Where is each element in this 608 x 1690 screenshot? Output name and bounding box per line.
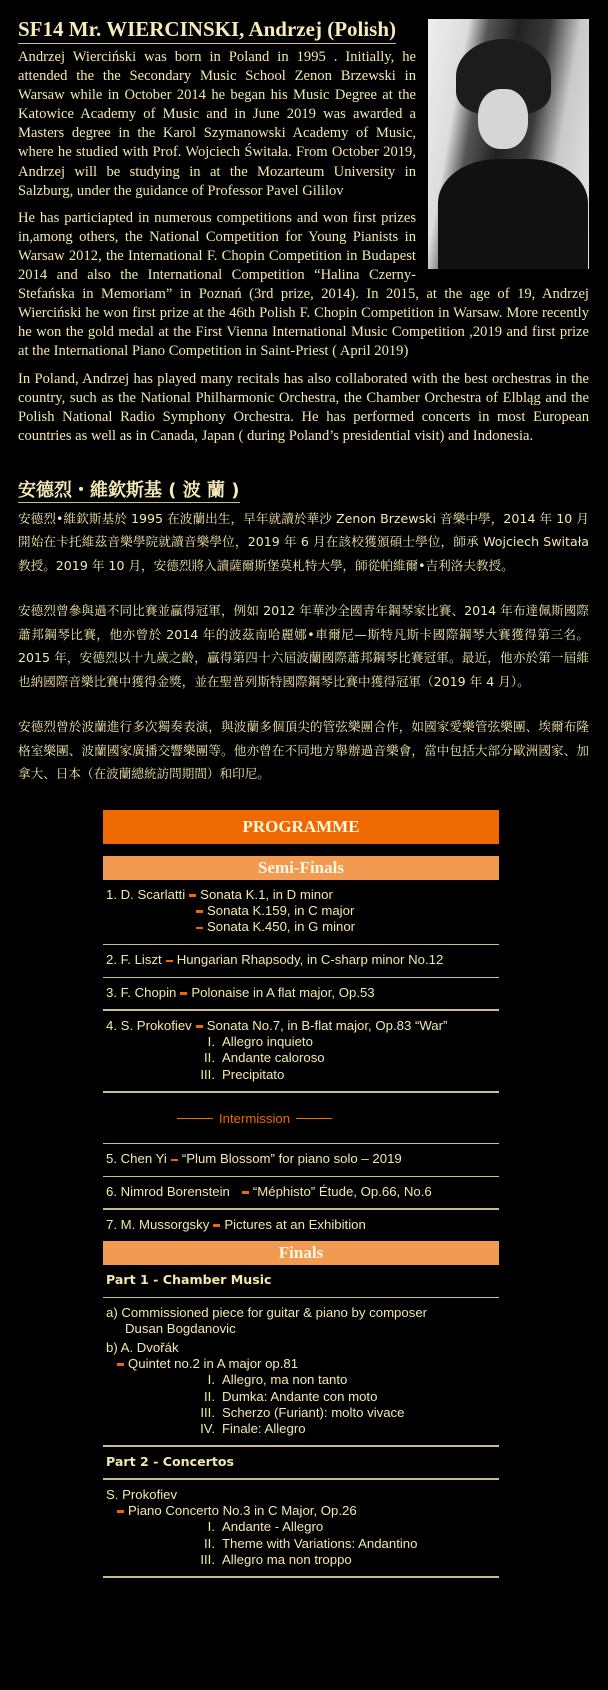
dash-icon [171, 1159, 178, 1162]
finals-header: Finals [103, 1241, 499, 1265]
movement-number: II. [204, 1050, 215, 1066]
work: Sonata K.1, in D minor [200, 886, 333, 902]
movement [106, 1405, 496, 1421]
movement-title: Allegro ma non troppo [222, 1551, 352, 1567]
movement-title: Theme with Variations: Andantino [222, 1535, 418, 1551]
composer: 1. D. Scarlatti [106, 886, 186, 902]
biography-english [0, 0, 608, 446]
programme-item [103, 945, 499, 976]
divider [103, 1576, 499, 1578]
movement-title: Allegro inquieto [222, 1034, 313, 1050]
work: “Plum Blossom” for piano solo – 2019 [181, 1151, 402, 1167]
movement-title: Finale: Allegro [222, 1421, 306, 1437]
programme-item [103, 1177, 499, 1208]
composer: 2. F. Liszt [106, 952, 162, 968]
chinese-paragraph: 安德烈•維欽斯基於 1995 在波蘭出生，早年就讀於華沙 Zenon Brzewski 音樂中學，2014 年 10 月開始在卡托維茲音樂學院就讀音樂學位，2019 年 6 月在該校獲頒碩士學位，師承 Wojciech Switała 教授。2019 年 10 月，安德烈將入讀薩爾斯堡莫札特大學，師從帕維爾•吉利洛夫教授。 [18, 510, 589, 573]
movement-number: III. [200, 1404, 215, 1420]
programme-item [103, 1480, 499, 1576]
composer: b) A. Dvořák [106, 1339, 179, 1355]
programme-item [103, 978, 499, 1009]
movement-title: Precipitato [222, 1066, 285, 1082]
chinese-paragraph: 安德烈曾於波蘭進行多次獨奏表演，與波蘭多個頂尖的管弦樂團合作，如國家愛樂管弦樂團、埃爾布隆格室樂團、波蘭國家廣播交響樂團等。他亦曾在不同地方舉辦過音樂會，當中包括大部分歐洲國家、加拿大、日本（在波蘭總統訪問期間）和印尼。 [18, 719, 589, 782]
movement [106, 1519, 496, 1535]
work: Quintet no.2 in A major op.81 [128, 1355, 299, 1371]
movement-number: I. [207, 1372, 215, 1388]
movement-number: II. [204, 1388, 215, 1404]
intermission-line [177, 1118, 213, 1120]
work: Polonaise in A flat major, Op.53 [191, 985, 375, 1001]
bio-paragraph: In Poland, Andrzej has played many recitals has also collaborated with the best orchestras in the country, such as the National Philharmonic Orchestra, the Chamber Orchestra of Elbląg and the Polish National Radio Symphony Orchestra. He has performed concerts in most European countries as well as in Canada, Japan ( during Poland’s presidential visit) and Indonesia. [18, 370, 589, 444]
semi-finals-header: Semi-Finals [103, 856, 499, 880]
movement-number: III. [200, 1066, 215, 1082]
dash-icon [166, 960, 173, 963]
work: Sonata K.450, in G minor [207, 919, 356, 935]
part-heading: Part 2 - Concertos [106, 1453, 235, 1469]
dash-icon [189, 894, 196, 897]
intermission [103, 1093, 499, 1143]
movement [106, 1372, 496, 1388]
movement [106, 1067, 496, 1083]
composer: Dusan Bogdanovic [125, 1321, 236, 1337]
dash-icon [117, 1363, 124, 1366]
programme-item [103, 1011, 499, 1091]
composer: 7. M. Mussorgsky [106, 1216, 210, 1232]
performer-photo [428, 19, 589, 269]
composer: S. Prokofiev [106, 1486, 178, 1502]
movement-title: Allegro, ma non tanto [222, 1372, 348, 1388]
composer: 3. F. Chopin [106, 985, 177, 1001]
movement-title: Scherzo (Furiant): molto vivace [222, 1404, 405, 1420]
work: Piano Concerto No.3 in C Major, Op.26 [128, 1503, 357, 1518]
movement-title: Andante - Allegro [222, 1519, 324, 1535]
bio-paragraph: He has particiapted in numerous competitions and won first prizes in,among others, the National Competition for Young Pianists in Warsaw 2012, the International F. Chopin Competition in Budapest 2014 and also the International Competition “Halina Czerny-Stefańska in Memoriam” in Poznań (3rd prize, 2014). In 2015, at the age of 19, Andrzej Wierciński he won first prize at the 46th Polish F. Chopin Competition in Warsaw. More recently he won the gold medal at the First Vienna International Music Competition ,2019 and first prize at the International Piano Competition in Saint-Priest ( April 2019) [18, 209, 589, 360]
bio-paragraph: Andrzej Wierciński was born in Poland in 1995 . Initially, he attended the the Secondary Music School Zenon Brzewski in Warsaw while in October 2014 he began his Music Degree at the Katowice Academy of Music and in June 2019 was awarded a Masters degree in the Karol Szymanowski Academy of Music, where he studied with Prof. Wojciech Świtała. From October 2019, Andrzej will be studying in at the Mozarteum University in Salzburg, under the guidance of Professor Pavel Gililov [18, 49, 416, 199]
performer-title: SF14 Mr. WIERCINSKI, Andrzej (Polish) [18, 17, 396, 44]
part-heading: Part 1 - Chamber Music [106, 1272, 272, 1288]
chinese-paragraph: 安德烈曾參與過不同比賽並贏得冠軍，例如 2012 年華沙全國青年鋼琴家比賽、2014 年布達佩斯國際蕭邦鋼琴比賽，他亦曾於 2014 年的波茲南哈麗娜•車爾尼—斯特凡斯卡國際鋼琴大賽獲得第三名。2015 年，安德烈以十九歲之齡，贏得第四十六屆波蘭國際蕭邦鋼琴比賽冠軍。最近，他亦於第一屆維也納國際音樂比賽中獲得金獎，並在聖普列斯特國際鋼琴比賽中獲得冠軍（2019 年 4 月）。 [18, 603, 589, 689]
movement-number: I. [207, 1034, 215, 1050]
movement-number: IV. [200, 1421, 215, 1437]
intermission-line [296, 1118, 332, 1120]
dash-icon [117, 1510, 124, 1513]
movement [106, 1536, 496, 1552]
movement-number: II. [204, 1535, 215, 1551]
dash-icon [196, 910, 203, 913]
dash-icon [196, 927, 203, 930]
chinese-title: 安德烈・維欽斯基 ( 波 蘭 ) [18, 476, 240, 503]
programme-item [103, 1210, 499, 1241]
movement-number: III. [200, 1551, 215, 1567]
movement-title: Andante caloroso [222, 1050, 325, 1066]
movement-title: Dumka: Andante con moto [222, 1388, 378, 1404]
programme-item [103, 1144, 499, 1175]
movement [106, 1389, 496, 1405]
programme-item [103, 880, 499, 944]
work: a) Commissioned piece for guitar & piano by composer [106, 1305, 428, 1321]
biography-chinese [0, 454, 608, 786]
composer: 5. Chen Yi [106, 1151, 167, 1167]
composer: 4. S. Prokofiev [106, 1017, 192, 1033]
dash-icon [213, 1224, 220, 1227]
movement [106, 1552, 496, 1568]
intermission-label: Intermission [219, 1110, 291, 1126]
composer: 6. Nimrod Borenstein [106, 1184, 230, 1200]
dash-icon [196, 1025, 203, 1028]
movement [106, 1050, 496, 1066]
movement-number: I. [207, 1519, 215, 1535]
work: “Méphisto” Étude, Op.66, No.6 [252, 1184, 432, 1200]
movement [106, 1421, 496, 1437]
dash-icon [180, 992, 187, 995]
work: Sonata K.159, in C major [207, 903, 355, 919]
work: Hungarian Rhapsody, in C-sharp minor No.12 [176, 952, 444, 968]
dash-icon [242, 1191, 249, 1194]
work: Pictures at an Exhibition [224, 1216, 366, 1232]
programme [103, 810, 499, 1618]
work: Sonata No.7, in B-flat major, Op.83 “War” [206, 1017, 448, 1033]
programme-item [103, 1298, 499, 1445]
movement [106, 1034, 496, 1050]
programme-header: PROGRAMME [103, 810, 499, 844]
